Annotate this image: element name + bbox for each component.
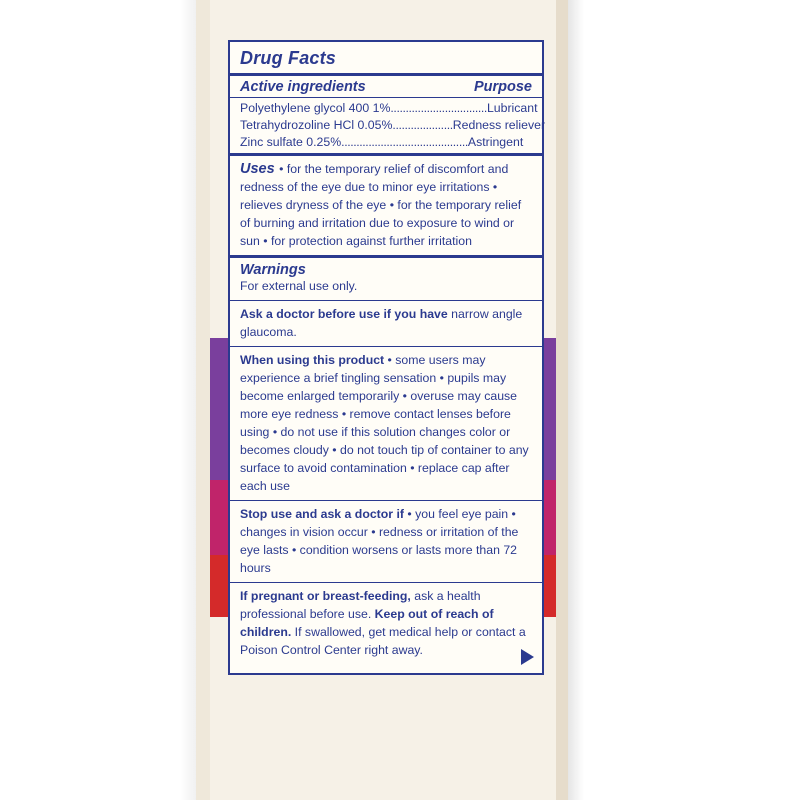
ingredient-purpose: Astringent xyxy=(467,134,524,149)
ingredient-row xyxy=(230,100,542,117)
active-ingredients-label: Active ingredients xyxy=(240,79,366,95)
external-use-text: For external use only. xyxy=(240,278,358,293)
pregnancy-text-2: If swallowed, get medical help or contact a Poison Control Center right away. xyxy=(240,624,526,657)
purpose-label: Purpose xyxy=(473,79,532,95)
keep-out-of-reach-text: Keep out of reach of children. xyxy=(240,606,494,639)
when-using-text: • some users may experience a brief tingling sensation • pupils may become enlarged temporarily • overuse may cause more eye redness • remove contact lenses before using • do not use if this solution changes color or becomes cloudy • do not touch tip of container to any surface to avoid contamination • replace cap after each use xyxy=(240,352,529,493)
stop-use-text: • you feel eye pain • changes in vision occur • redness or irritation of the eye lasts • condition worsens or lasts more than 72 hours xyxy=(240,506,519,575)
ingredient-row xyxy=(230,134,542,151)
uses-text: • for the temporary relief of discomfort and redness of the eye due to minor eye irritations • relieves dryness of the eye • for the temporary relief of burning and irritation due to exposure to wind or sun • for protection against further irritation xyxy=(240,161,522,248)
when-using-lead: When using this product xyxy=(240,352,385,367)
when-using-section xyxy=(230,347,542,500)
carton-right-edge xyxy=(556,0,568,800)
ingredient-name: Zinc sulfate 0.25% xyxy=(240,134,342,149)
uses-heading: Uses xyxy=(240,160,275,177)
pregnancy-lead: If pregnant or breast-feeding, xyxy=(240,588,411,603)
continuation-arrow-icon xyxy=(521,649,534,665)
ingredient-purpose: Redness reliever xyxy=(452,117,546,132)
leader-dots: ................................ xyxy=(390,101,487,115)
leader-dots: .......................................... xyxy=(341,134,468,149)
pregnancy-section xyxy=(230,583,542,673)
uses-section xyxy=(230,156,542,255)
ingredient-name: Polyethylene glycol 400 1% xyxy=(240,101,391,115)
ask-doctor-text: narrow angle glaucoma. xyxy=(240,306,523,339)
active-ingredients-header xyxy=(230,76,542,97)
ask-doctor-section xyxy=(230,301,542,346)
carton-left-edge xyxy=(196,0,210,800)
leader-dots: .................... xyxy=(392,117,453,132)
ingredient-purpose: Lubricant xyxy=(486,101,538,115)
package-right-shadow xyxy=(568,0,584,800)
warnings-heading-section xyxy=(230,258,542,300)
pregnancy-text-1: ask a health professional before use. xyxy=(240,588,481,621)
stop-use-lead: Stop use and ask a doctor if xyxy=(240,506,404,521)
ask-doctor-lead: Ask a doctor before use if you have xyxy=(240,306,448,321)
warnings-heading: Warnings xyxy=(240,261,306,278)
ingredient-row xyxy=(230,117,546,134)
drug-facts-title: Drug Facts xyxy=(240,48,337,68)
drug-facts-panel xyxy=(228,40,544,675)
package-left-shadow xyxy=(180,0,196,800)
ingredient-name: Tetrahydrozoline HCl 0.05% xyxy=(240,117,393,132)
stop-use-section xyxy=(230,501,542,582)
